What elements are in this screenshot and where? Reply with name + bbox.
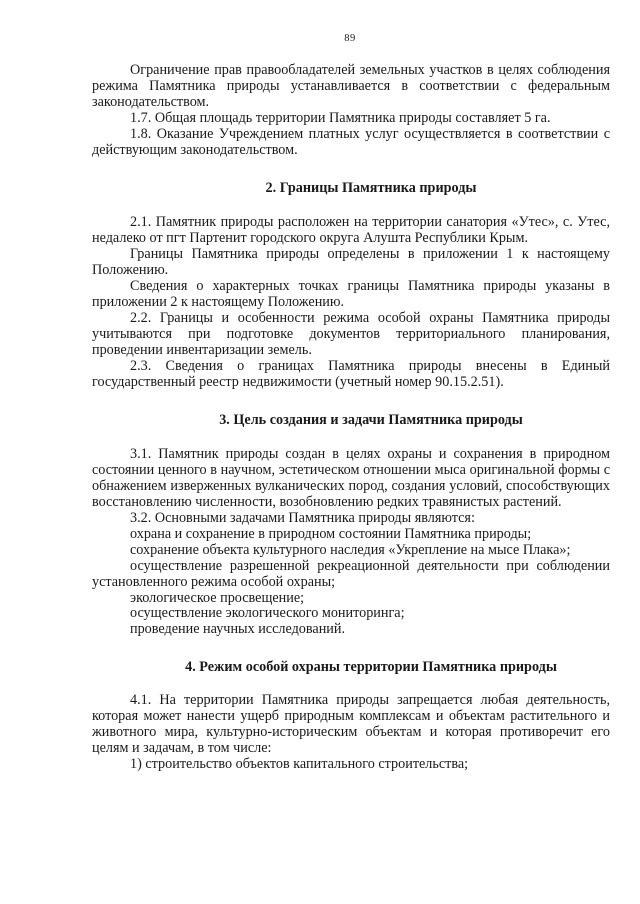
section-2-paragraph-1: 2.1. Памятник природы расположен на территории санатория «Утес», с. Утес, недалеко от пгт Партенит городского округа Алушта Республики Крым.: [92, 214, 610, 247]
section-4-heading: 4. Режим особой охраны территории Памятника природы: [185, 659, 557, 676]
section-3-task-1: охрана и сохранение в природном состоянии Памятника природы;: [130, 525, 532, 542]
section-4-item-1: 1) строительство объектов капитального строительства;: [130, 755, 469, 772]
section-2-paragraph-3: Сведения о характерных точках границы Памятника природы указаны в приложении 2 к настоящему Положению.: [92, 278, 610, 310]
section-2-heading: 2. Границы Памятника природы: [265, 180, 477, 197]
intro-paragraph-2: 1.7. Общая площадь территории Памятника природы составляет 5 га.: [130, 109, 551, 126]
section-4-paragraph-1: 4.1. На территории Памятника природы запрещается любая деятельность, которая может нанести ущерб природным комплексам и объектам растительного и животного мира, культурно-историческим объектам и которая противоречит его целям и задачам, в том числе:: [92, 692, 610, 756]
section-3-task-4: экологическое просвещение;: [130, 589, 305, 606]
section-2-paragraph-5: 2.3. Сведения о границах Памятника природы внесены в Единый государственный реестр недвижимости (учетный номер 90.15.2.51).: [92, 357, 610, 390]
document-body: [92, 63, 610, 773]
section-3-heading: 3. Цель создания и задачи Памятника природы: [219, 412, 523, 429]
section-2-paragraph-4: 2.2. Границы и особенности режима особой охраны Памятника природы учитываются при подготовке документов территориального планирования, проведении инвентаризации земель.: [92, 309, 610, 358]
section-3-task-5: осуществление экологического мониторинга;: [130, 605, 405, 622]
section-2-paragraph-2: Границы Памятника природы определены в приложении 1 к настоящему Положению.: [92, 246, 610, 279]
section-3-task-6: проведение научных исследований.: [130, 621, 346, 638]
intro-paragraph-3: 1.8. Оказание Учреждением платных услуг осуществляется в соответствии с действующим законодательством.: [92, 125, 610, 158]
section-3-paragraph-2: 3.2. Основными задачами Памятника природы являются:: [130, 510, 475, 527]
intro-paragraph-1: Ограничение прав правообладателей земельных участков в целях соблюдения режима Памятника природы устанавливается в соответствии с федеральным законодательством.: [92, 62, 610, 110]
page-number: 89: [344, 33, 356, 44]
section-3-task-2: сохранение объекта культурного наследия «Укрепление на мысе Плака»;: [130, 541, 571, 558]
section-3-task-3: осуществление разрешенной рекреационной деятельности при соблюдении установленного режима особой охраны;: [92, 557, 610, 590]
section-3-paragraph-1: 3.1. Памятник природы создан в целях охраны и сохранения в природном состоянии ценного в научном, эстетическом отношении мыса оригинальной формы с обнажением изверженных вулканических пород, создания условий, способствующих восстановлению численности, возобновлению редких травянистых растений.: [92, 446, 610, 511]
